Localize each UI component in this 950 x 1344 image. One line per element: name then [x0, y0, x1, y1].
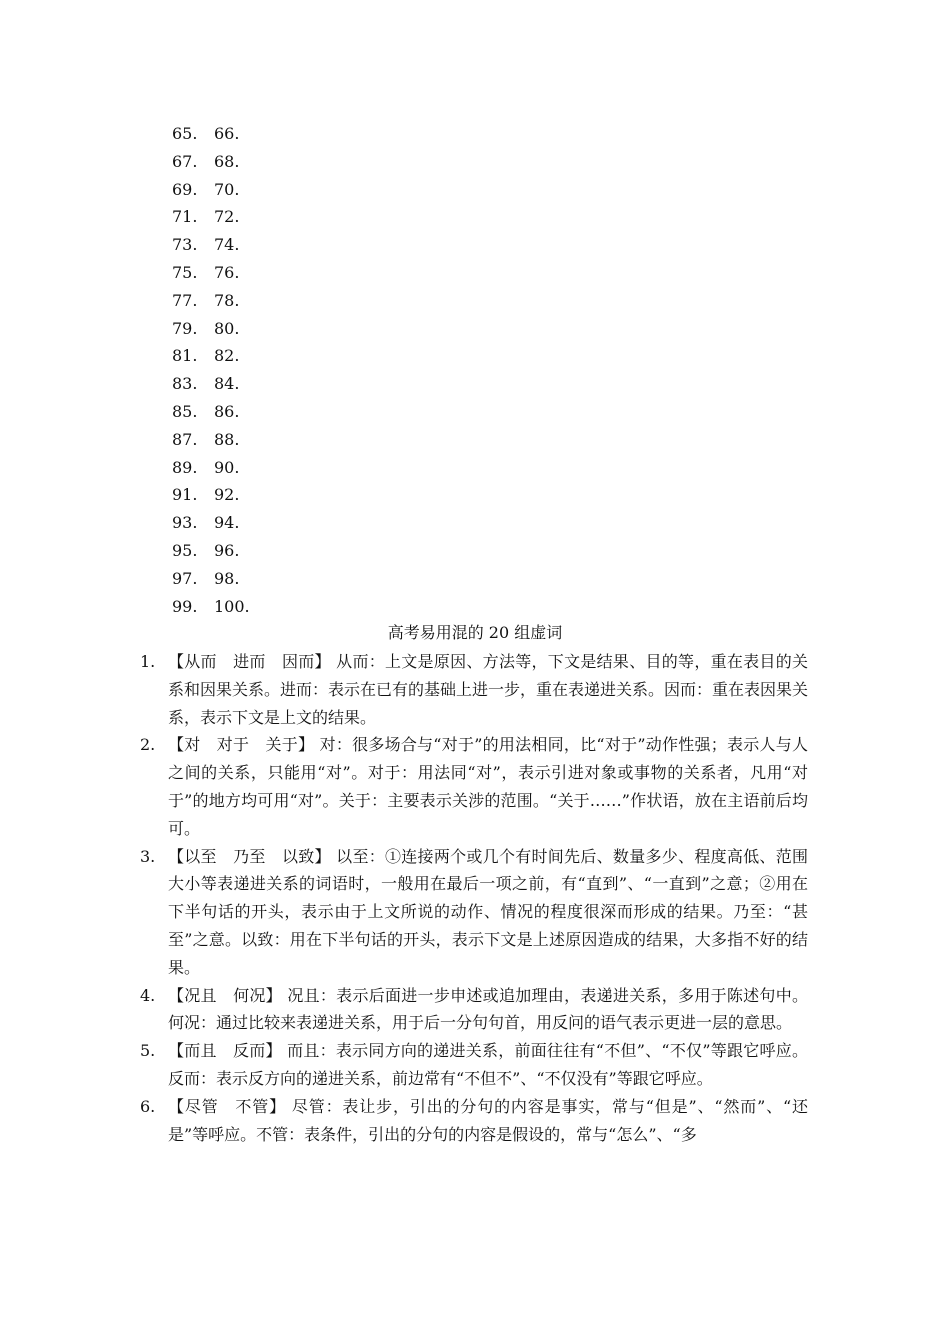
item-number: 70. [214, 179, 240, 199]
entry-number: 6. [140, 1096, 156, 1116]
item-number: 98. [214, 568, 240, 588]
entry-item [140, 1037, 808, 1093]
item-number: 79. [172, 318, 198, 338]
item-number: 94. [214, 513, 240, 533]
number-row [172, 176, 250, 204]
item-number: 87. [172, 429, 198, 449]
item-number: 88. [214, 429, 240, 449]
item-number: 91. [172, 485, 198, 505]
item-number: 90. [214, 457, 240, 477]
entry-text: 【而且 反而】 而且：表示同方向的递进关系，前面往往有“不但”、“不仅”等跟它呼应。反而：表示反方向的递进关系，前边常有“不但不”、“不仅没有”等跟它呼应。 [168, 1041, 808, 1088]
item-number: 77. [172, 290, 198, 310]
number-row [172, 342, 250, 370]
item-number: 76. [214, 262, 240, 282]
item-number: 84. [214, 374, 240, 394]
item-number: 74. [214, 235, 240, 255]
item-number: 67. [172, 151, 198, 171]
entry-number: 5. [140, 1041, 156, 1061]
number-row [172, 231, 250, 259]
entry-number: 3. [140, 846, 156, 866]
item-number: 96. [214, 540, 240, 560]
item-number: 99. [172, 596, 198, 616]
entry-number: 4. [140, 985, 156, 1005]
entry-number: 1. [140, 652, 156, 671]
number-row [172, 481, 250, 509]
entry-item [140, 1093, 808, 1149]
item-number: 73. [172, 235, 198, 255]
number-row [172, 120, 250, 148]
item-number: 92. [214, 485, 240, 505]
number-row [172, 370, 250, 398]
item-number: 68. [214, 151, 240, 171]
entry-text: 【况且 何况】 况且：表示后面进一步申述或追加理由，表递进关系，多用于陈述句中。何况：通过比较来表递进关系，用于后一分句句首，用反问的语气表示更进一层的意思。 [168, 985, 808, 1033]
number-row [172, 537, 250, 565]
number-row [172, 148, 250, 176]
entry-list [140, 648, 808, 1148]
answer-number-list [172, 120, 250, 620]
item-number: 66. [214, 124, 240, 143]
entry-text: 【尽管 不管】 尽管：表让步，引出的分句的内容是事实，常与“但是”、“然而”、“还是”等呼应。不管：表条件，引出的分句的内容是假设的，常与“怎么”、“多 [168, 1096, 808, 1144]
item-number: 78. [214, 290, 240, 310]
entry-text: 【对 对于 关于】 对：很多场合与“对于”的用法相同，比“对于”动作性强；表示人与人之间的关系，只能用“对”。对于：用法同“对”，表示引进对象或事物的关系者，凡用“对于”的地方均可用“对”。关于：主要表示关涉的范围。“关于……”作状语，放在主语前后均可。 [168, 735, 808, 838]
entry-text: 【以至 乃至 以致】 以至：①连接两个或几个有时间先后、数量多少、程度高低、范围大小等表递进关系的词语时，一般用在最后一项之前，有“直到”、“一直到”之意；②用在下半句话的开头，表示由于上文所说的动作、情况的程度很深而形成的结果。乃至：“甚至”之意。以致：用在下半句话的开头，表示下文是上述原因造成的结果，大多指不好的结果。 [168, 846, 808, 977]
number-row [172, 259, 250, 287]
item-number: 100. [214, 596, 250, 616]
number-row [172, 398, 250, 426]
item-number: 83. [172, 374, 198, 394]
number-row [172, 315, 250, 343]
entry-text: 【从而 进而 因而】 从而：上文是原因、方法等，下文是结果、目的等，重在表目的关系和因果关系。进而：表示在已有的基础上进一步，重在表递进关系。因而：重在表因果关系，表示下文是上文的结果。 [168, 652, 809, 727]
entry-item [140, 843, 808, 982]
item-number: 69. [172, 179, 198, 199]
number-row [172, 454, 250, 482]
item-number: 86. [214, 401, 240, 421]
number-row [172, 509, 250, 537]
number-row [172, 287, 250, 315]
number-row [172, 565, 250, 593]
section-title: 高考易用混的 20 组虚词 [387, 623, 563, 642]
item-number: 81. [172, 346, 198, 366]
item-number: 85. [172, 401, 198, 421]
entry-number: 2. [140, 735, 156, 755]
item-number: 65. [172, 124, 198, 143]
item-number: 71. [172, 207, 198, 227]
number-row [172, 593, 250, 621]
entry-item [140, 731, 808, 842]
item-number: 72. [214, 207, 240, 227]
number-row [172, 203, 250, 231]
item-number: 75. [172, 262, 198, 282]
item-number: 89. [172, 457, 198, 477]
number-row [172, 426, 250, 454]
item-number: 82. [214, 346, 240, 366]
item-number: 93. [172, 513, 198, 533]
item-number: 80. [214, 318, 240, 338]
entry-item [140, 982, 808, 1038]
item-number: 95. [172, 540, 198, 560]
item-number: 97. [172, 568, 198, 588]
entry-item [140, 648, 808, 731]
